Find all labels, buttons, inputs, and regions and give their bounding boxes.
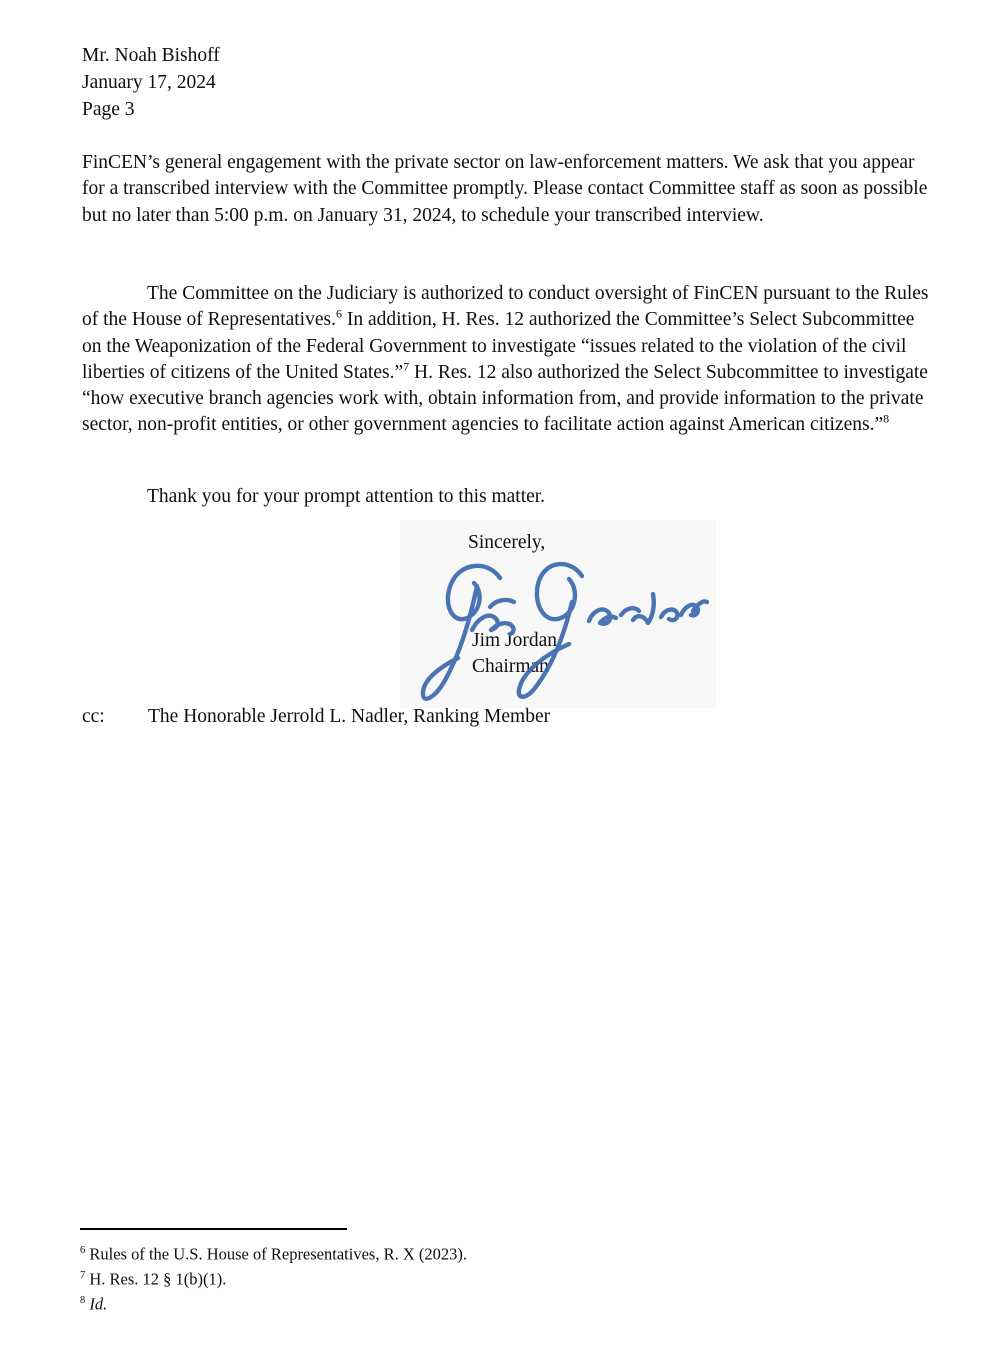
signer-block	[472, 628, 557, 680]
footnote-marker-6: 6	[80, 1245, 86, 1256]
signature-image-background	[400, 520, 716, 708]
page-number: Page 3	[82, 99, 135, 120]
footnote-ref-6: 6	[335, 306, 342, 321]
signer-name: Jim Jordan	[472, 630, 558, 651]
footnote-text: Id.	[89, 1294, 108, 1314]
cc-line	[82, 704, 550, 730]
footnote-marker-8: 8	[80, 1295, 86, 1306]
paragraph-committee-authority	[82, 281, 930, 439]
footnote-6	[80, 1240, 467, 1265]
recipient-name: Mr. Noah Bishoff	[82, 45, 220, 66]
footnote-text: Rules of the U.S. House of Representatives, R. X (2023).	[89, 1244, 467, 1264]
cc-recipient: The Honorable Jerrold L. Nadler, Ranking Member	[148, 706, 551, 727]
body-text: In addition, H. Res. 12 authorized the Committee’s Select Subcommittee on the Weaponization of the Federal Government to investigate “issues related to the violation of the civil liberties of citizens of the United States.”	[82, 309, 915, 383]
footnote-7	[80, 1265, 467, 1290]
body-text: The Committee on the Judiciary is authorized to conduct oversight of FinCEN pursuant to the Rules of the House of Representatives.	[82, 283, 929, 331]
letter-date: January 17, 2024	[82, 72, 216, 93]
paragraph-thanks: Thank you for your prompt attention to this matter.	[147, 486, 546, 507]
letter-header	[82, 42, 220, 123]
body-text: H. Res. 12 also authorized the Select Subcommittee to investigate “how executive branch agencies work with, obtain information from, and provide information to the private sector, non-profit entities, or other government agencies to facilitate action against American citizens.”	[82, 361, 928, 436]
footnote-ref-8: 8	[883, 411, 890, 426]
signer-title: Chairman	[472, 656, 549, 677]
footnotes-block	[80, 1240, 467, 1315]
footnote-marker-7: 7	[80, 1270, 86, 1281]
footnote-ref-7: 7	[403, 359, 410, 374]
cc-label: cc:	[82, 706, 105, 727]
paragraph-interview-request: FinCEN’s general engagement with the private sector on law-enforcement matters. We ask that you appear for a transcribed interview with the Committee promptly. Please contact Committee staff as soon as possible but no later than 5:00 p.m. on January 31, 2024, to schedule your transcribed interview.	[82, 152, 928, 226]
footnote-text: H. Res. 12 § 1(b)(1).	[89, 1269, 227, 1289]
footnote-separator-rule	[80, 1228, 347, 1230]
footnote-8	[80, 1290, 467, 1315]
closing-salutation: Sincerely,	[468, 532, 546, 553]
